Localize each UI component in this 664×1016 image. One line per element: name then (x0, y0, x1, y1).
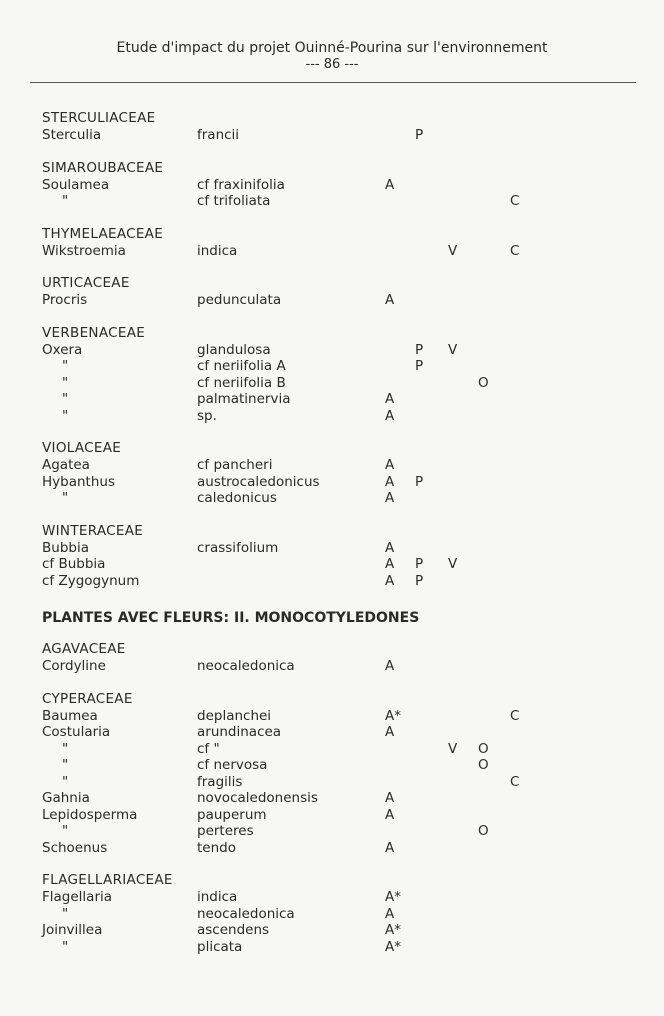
genus-cell: Schoenus (42, 839, 108, 856)
species-row (42, 757, 602, 774)
genus-cell: " (62, 938, 69, 955)
genus-cell: Bubbia (42, 539, 89, 556)
genus-cell: " (62, 823, 69, 839)
species-cell: pauperum (197, 806, 267, 823)
section-title: PLANTES AVEC FLEURS: II. MONOCOTYLEDONES (42, 610, 420, 626)
species-row (42, 939, 602, 956)
col-p-cell: P (415, 358, 424, 374)
genus-cell: Cordyline (42, 658, 106, 674)
family-heading: URTICACEAE (42, 275, 130, 291)
species-row (42, 391, 602, 408)
genus-cell: Flagellaria (42, 889, 113, 905)
monocot-groups (42, 641, 602, 955)
species-cell: sp. (197, 407, 217, 424)
col-o-cell: O (478, 740, 489, 757)
group-spacer (42, 259, 602, 275)
species-cell: arundinacea (197, 724, 282, 740)
header-rule (30, 82, 636, 83)
species-cell: pedunculata (197, 292, 282, 308)
family-heading: FLAGELLARIACEAE (42, 872, 173, 888)
species-cell: plicata (197, 938, 243, 955)
genus-cell: " (62, 773, 69, 790)
col-a-cell: A (385, 806, 395, 823)
col-a-cell: A (385, 905, 395, 922)
species-cell: glandulosa (197, 341, 271, 358)
species-cell: cf trifoliata (197, 193, 271, 209)
col-a-cell: A (385, 790, 395, 806)
family-heading: SIMAROUBACEAE (42, 159, 164, 176)
species-row (42, 922, 602, 939)
species-cell: deplanchei (197, 707, 272, 724)
genus-cell: cf Bubbia (42, 556, 106, 572)
genus-cell: Wikstroemia (42, 242, 126, 259)
document-title: Etude d'impact du projet Ouinné-Pourina sur l'environnement (116, 40, 548, 56)
genus-cell: " (62, 740, 69, 757)
species-cell: caledonicus (197, 490, 277, 506)
col-c-cell: C (510, 242, 520, 259)
col-a-cell: A (385, 490, 395, 506)
col-o-cell: O (478, 757, 489, 773)
species-cell: palmatinervia (197, 391, 291, 407)
col-a-cell: A (385, 473, 395, 490)
col-a-cell: A (385, 724, 395, 740)
col-c-cell: C (510, 707, 520, 724)
group-spacer (42, 210, 602, 226)
species-row (42, 243, 602, 260)
species-row (42, 708, 602, 725)
species-cell: neocaledonica (197, 905, 295, 922)
genus-cell: Procris (42, 292, 88, 308)
group-spacer (42, 507, 602, 523)
col-a-cell: A (385, 391, 395, 407)
col-a-cell: A (385, 539, 395, 556)
group-spacer (42, 309, 602, 325)
col-p-cell: P (415, 127, 424, 143)
family-heading: VERBENACEAE (42, 324, 146, 341)
species-row (42, 823, 602, 840)
group-spacer (42, 424, 602, 440)
col-a-cell: A* (385, 707, 401, 724)
col-v-cell: V (448, 740, 458, 757)
group-spacer (42, 856, 602, 872)
species-row (42, 490, 602, 507)
species-row (42, 358, 602, 375)
species-cell: austrocaledonicus (197, 473, 320, 490)
col-a-cell: A (385, 658, 395, 674)
col-a-cell: A (385, 572, 395, 589)
family-heading: STERCULIACEAE (42, 110, 156, 126)
genus-cell: Joinvillea (42, 922, 103, 938)
genus-cell: " (62, 193, 69, 209)
col-v-cell: V (448, 556, 458, 572)
group-spacer (42, 675, 602, 691)
col-a-cell: A (385, 407, 395, 424)
species-cell: tendo (197, 839, 236, 856)
col-a-cell: A (385, 292, 395, 308)
family-heading: THYMELAEACEAE (42, 225, 164, 242)
genus-cell: Gahnia (42, 790, 90, 806)
col-a-cell: A (385, 457, 395, 473)
species-cell: novocaledonensis (197, 790, 318, 806)
species-row (42, 774, 602, 791)
genus-cell: Oxera (42, 341, 83, 358)
col-p-cell: P (415, 473, 424, 490)
genus-cell: " (62, 374, 69, 391)
species-row (42, 540, 602, 557)
species-row (42, 741, 602, 758)
family-heading: WINTERACEAE (42, 522, 144, 539)
col-p-cell: P (415, 556, 424, 572)
family-heading: VIOLACEAE (42, 440, 122, 456)
species-row (42, 292, 602, 309)
col-a-cell: A* (385, 938, 401, 955)
species-row (42, 177, 602, 194)
species-cell: cf neriifolia B (197, 374, 286, 391)
species-row (42, 474, 602, 491)
species-cell: cf pancheri (197, 457, 273, 473)
species-row (42, 457, 602, 474)
species-cell: neocaledonica (197, 658, 295, 674)
species-cell: fragilis (197, 773, 243, 790)
species-row (42, 906, 602, 923)
genus-cell: Costularia (42, 724, 111, 740)
col-p-cell: P (415, 572, 424, 589)
genus-cell: " (62, 905, 69, 922)
species-cell: cf nervosa (197, 757, 268, 773)
col-c-cell: C (510, 193, 520, 209)
species-row (42, 556, 602, 573)
species-cell: cf neriifolia A (197, 358, 286, 374)
col-a-cell: A (385, 176, 395, 193)
species-list (42, 110, 602, 955)
col-p-cell: P (415, 341, 424, 358)
genus-cell: Soulamea (42, 176, 110, 193)
family-heading: AGAVACEAE (42, 641, 126, 657)
genus-cell: cf Zygogynum (42, 572, 140, 589)
species-row (42, 375, 602, 392)
genus-cell: " (62, 490, 69, 506)
genus-cell: " (62, 757, 69, 773)
species-row (42, 127, 602, 144)
species-row (42, 840, 602, 857)
genus-cell: Sterculia (42, 127, 102, 143)
genus-cell: Baumea (42, 707, 98, 724)
page-number: --- 86 --- (305, 57, 359, 72)
species-cell: cf " (197, 740, 220, 757)
genus-cell: " (62, 407, 69, 424)
species-cell: ascendens (197, 922, 270, 938)
species-cell: indica (197, 242, 238, 259)
col-a-cell: A (385, 839, 395, 856)
species-row (42, 889, 602, 906)
col-o-cell: O (478, 374, 489, 391)
col-v-cell: V (448, 341, 458, 358)
col-a-cell: A (385, 556, 395, 572)
genus-cell: Hybanthus (42, 473, 115, 490)
col-o-cell: O (478, 823, 489, 839)
species-row (42, 790, 602, 807)
col-a-cell: A* (385, 922, 401, 938)
species-row (42, 724, 602, 741)
genus-cell: " (62, 358, 69, 374)
col-v-cell: V (448, 242, 458, 259)
genus-cell: " (62, 391, 69, 407)
col-a-cell: A* (385, 889, 401, 905)
species-cell: indica (197, 889, 238, 905)
dicot-groups (42, 110, 602, 589)
species-row (42, 342, 602, 359)
species-row (42, 658, 602, 675)
col-c-cell: C (510, 773, 520, 790)
species-cell: cf fraxinifolia (197, 176, 285, 193)
species-cell: crassifolium (197, 539, 279, 556)
family-heading: CYPERACEAE (42, 690, 133, 707)
species-row (42, 807, 602, 824)
species-row (42, 408, 602, 425)
genus-cell: Lepidosperma (42, 806, 138, 823)
genus-cell: Agatea (42, 457, 90, 473)
group-spacer (42, 144, 602, 160)
species-row (42, 573, 602, 590)
species-row (42, 193, 602, 210)
species-cell: francii (197, 127, 240, 143)
species-cell: perteres (197, 823, 254, 839)
